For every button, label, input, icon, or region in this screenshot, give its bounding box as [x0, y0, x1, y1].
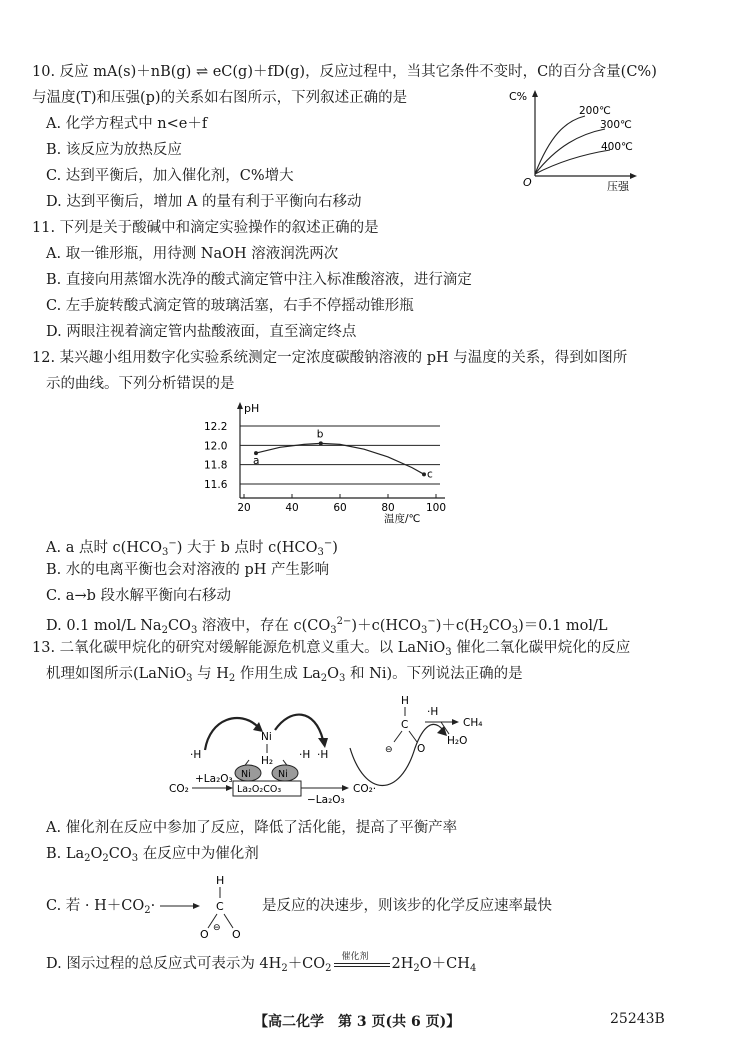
ph-chart-ylabel: pH [244, 402, 260, 415]
ph-ytick-label: 12.0 [204, 440, 228, 453]
ph-xtick-label: 100 [425, 502, 447, 514]
q10-option-c: C. 达到平衡后，加入催化剂，C%增大 [46, 168, 294, 184]
q10-graph-xlabel: 压强 [607, 180, 629, 191]
q10-curve-label-400: 400℃ [601, 141, 633, 153]
carbon-atom: C [401, 719, 409, 731]
h2-molecule: H₂ [261, 755, 274, 767]
ph-point-label-a: a [253, 455, 260, 468]
q12-option-c: C. a→b 段水解平衡向右移动 [46, 588, 231, 604]
ch4-product: CH₄ [463, 717, 483, 729]
q13-option-d: D. 图示过程的总反应式可表示为 $4H_2+CO_2$ 催化剂 $2H_2O+CH_4$ [46, 954, 476, 979]
q12-option-b: B. 水的电离平衡也会对溶液的 pH 产生影响 [46, 562, 330, 578]
q13-option-a: A. 催化剂在反应中参加了反应，降低了活化能，提高了平衡产率 [46, 820, 458, 836]
h-radical-right: ·H [317, 749, 329, 761]
optc-h: H [216, 874, 225, 887]
h2o-product: H₂O [447, 735, 468, 747]
page-footer: 【高二化学 第 3 页(共 6 页)】 [254, 1014, 461, 1030]
ph-xtick-label: 60 [333, 502, 347, 514]
q12-stem-line2: 示的曲线。下列分析错误的是 [46, 376, 235, 392]
optc-c: C [216, 900, 224, 913]
q11-option-c: C. 左手旋转酸式滴定管的玻璃活塞，右手不停摇动锥形瓶 [46, 298, 414, 314]
q12-stem-line1: 12. 某兴趣小组用数字化实验系统测定一定浓度碳酸钠溶液的 pH 与温度的关系，得到如图所 [32, 350, 628, 366]
q13-option-c-structure [160, 872, 260, 940]
ph-chart-y-arrow [237, 402, 243, 409]
q13-stem-line1: 13. 二氧化碳甲烷化的研究对缓解能源危机意义重大。以 LaNiO$_3$ 催化二氧化碳甲烷化的反应 [32, 640, 631, 658]
q12-option-d: D. 0.1 mol/L $Na_2CO_3$ 溶液中，存在 $c(CO_3^{2-})+c(HCO_3^-)+c(H_2CO_3)=0.1$ mol/L [46, 616, 608, 636]
co2-input: CO₂ [169, 783, 189, 795]
ni-site-1-label: Ni [241, 769, 251, 780]
ph-ytick-label: 12.2 [204, 421, 228, 433]
optc-o-right: O [232, 928, 241, 940]
q10-curve-label-200: 200℃ [579, 105, 611, 117]
ph-xtick-label: 80 [381, 502, 395, 514]
q10-option-b: B. 该反应为放热反应 [46, 142, 182, 158]
q10-curve-label-300: 300℃ [600, 119, 632, 131]
ni-site-2-label: Ni [278, 769, 288, 780]
plus-la2o3-label: +La₂O₃ [195, 773, 233, 785]
ph-ytick-label: 11.6 [204, 479, 228, 491]
ph-chart-xlabel: 温度/℃ [384, 513, 421, 525]
catalyst-label: 催化剂 [341, 952, 369, 962]
q11-option-d: D. 两眼注视着滴定管内盐酸液面，直至滴定终点 [46, 324, 357, 340]
ph-point-b [319, 441, 323, 445]
q10-option-d: D. 达到平衡后，增加 A 的量有利于平衡向右移动 [46, 194, 362, 210]
plus-h-label: ·H [427, 706, 439, 718]
q11-stem: 11. 下列是关于酸碱中和滴定实验操作的叙述正确的是 [32, 220, 379, 236]
ni-atom-top: Ni [261, 731, 272, 743]
optc-neg: ⊖ [213, 923, 221, 933]
q10-graph [505, 86, 650, 191]
q10-graph-origin: O [523, 176, 532, 189]
q12-option-a: A. a 点时 $c(HCO_3^-)$ 大于 b 点时 $c(HCO_3^-)$ [46, 538, 338, 558]
ph-point-c [422, 472, 426, 476]
q11-option-a: A. 取一锥形瓶，用待测 NaOH 溶液润洗两次 [46, 246, 339, 262]
ph-xtick-label: 40 [285, 502, 299, 514]
q10-stem-line2: 与温度(T)和压强(p)的关系如右图所示，下列叙述正确的是 [32, 90, 408, 106]
minus-la2o3-label: −La₂O₃ [307, 794, 345, 806]
co2-radical-output: CO₂· [353, 783, 377, 795]
ph-chart-series-line [256, 443, 424, 474]
q13-stem-line2: 机理如图所示(LaNiO$_3$ 与 $H_2$ 作用生成 $La_2O_3$ 和 Ni)。下列说法正确的是 [46, 666, 523, 684]
q10-stem-line1: 10. 反应 mA(s)＋nB(g) ⇌ eC(g)＋fD(g)，反应过程中，当其它条件不变时，C的百分含量(C%) [32, 64, 657, 80]
q10-option-a: A. 化学方程式中 n<e＋f [46, 116, 208, 132]
neg-charge: ⊖ [385, 745, 393, 755]
ph-point-label-c: c [427, 468, 433, 481]
q13-option-c-prefix: C. 若 · $H+CO_2\cdot$ [46, 898, 156, 916]
la2o2co3-label: La₂O₂CO₃ [237, 784, 282, 795]
q12-ph-chart [200, 398, 460, 526]
q11-option-b: B. 直接向用蒸馏水洗净的酸式滴定管中注入标准酸溶液，进行滴定 [46, 272, 472, 288]
ph-xtick-label: 20 [237, 502, 251, 514]
optc-o-left: O [200, 928, 209, 940]
ph-ytick-label: 11.8 [204, 459, 228, 472]
exam-code: 25243B [610, 1011, 665, 1027]
q13-option-c-text: 是反应的决速步，则该步的化学反应速率最快 [262, 898, 552, 914]
h-radical-left: ·H [190, 749, 202, 761]
q13-option-b: B. $La_2O_2CO_3$ 在反应中为催化剂 [46, 846, 259, 864]
ph-point-label-b: b [316, 428, 324, 441]
h-radical-mid: ·H [299, 749, 311, 761]
q13-mechanism-diagram [165, 688, 535, 810]
oxygen-atom: O [417, 743, 426, 755]
q10-graph-ylabel: C% [509, 90, 528, 103]
h-atom-top: H [401, 695, 409, 707]
